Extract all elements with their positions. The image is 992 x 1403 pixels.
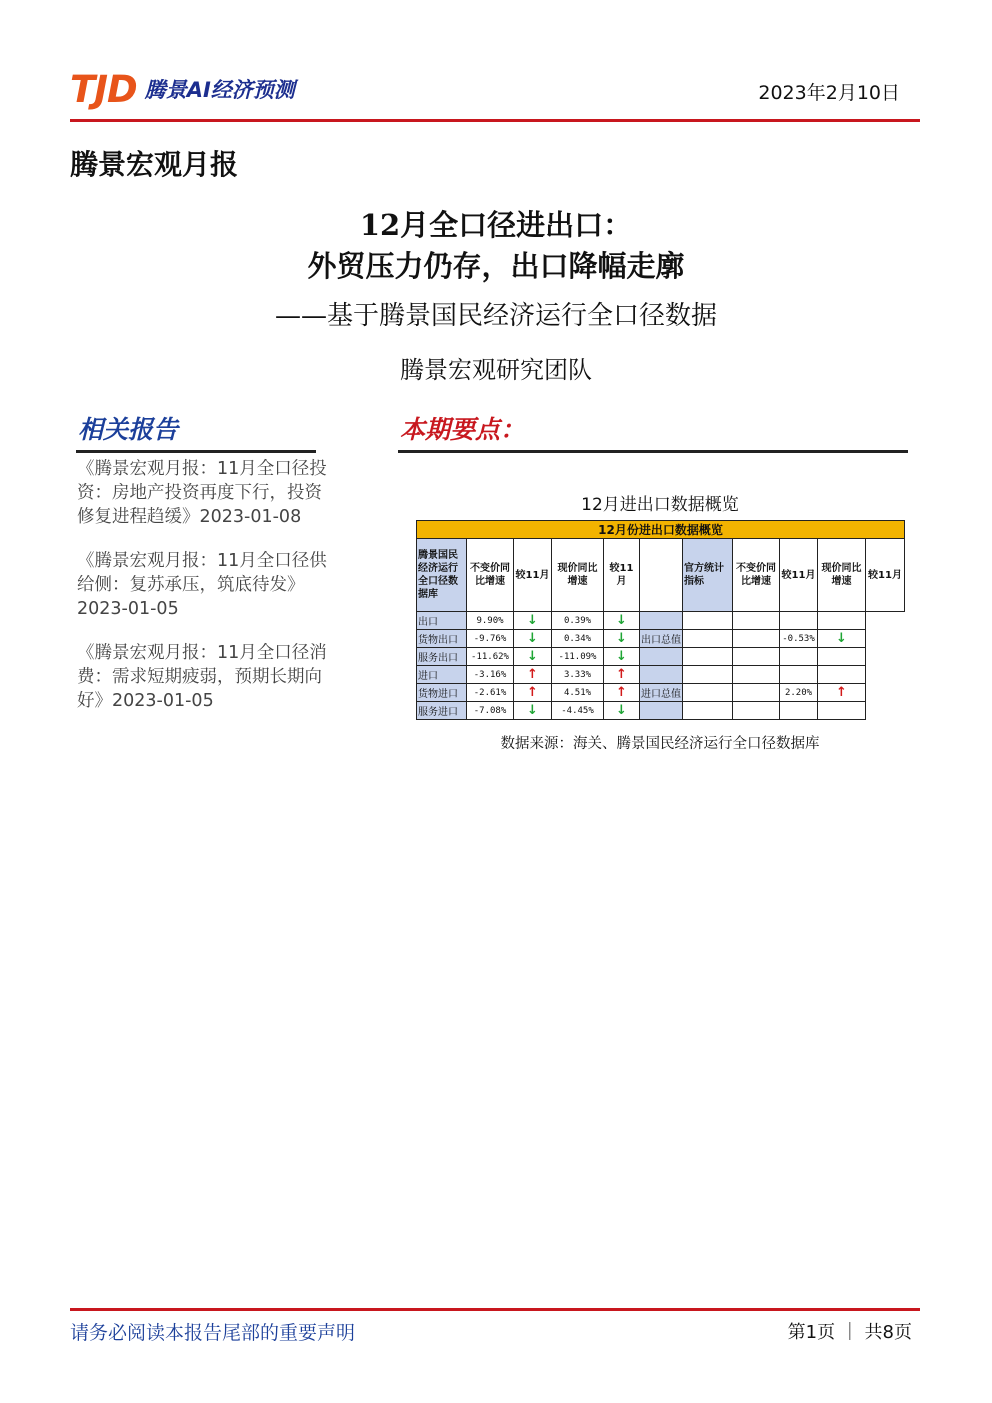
page-header [70,68,920,111]
data-source-note: 数据来源：海关、腾景国民经济运行全口径数据库 [500,736,820,752]
official-label [640,648,683,666]
row-label: 货物出口 [417,630,467,648]
related-divider [76,450,316,453]
official-empty-cell [780,612,818,630]
related-reports-list [77,457,327,733]
col-header: 不变价同比增速 [733,539,780,612]
related-report-item[interactable]: 《腾景宏观月报：11月全口径消费：需求短期疲弱，预期长期向好》2023-01-05 [77,643,327,711]
arrow-down-icon: ↓ [604,648,640,666]
official-empty-cell [733,648,780,666]
arrow-down-icon: ↓ [514,702,552,720]
table-row [417,666,905,684]
official-empty-cell [818,648,866,666]
trade-data-table [416,520,905,720]
key-points-heading: 本期要点： [400,415,526,444]
footer-divider [70,1308,920,1311]
related-report-item[interactable]: 《腾景宏观月报：11月全口径供给侧：复苏承压，筑底待发》2023-01-05 [77,551,327,619]
official-label [640,702,683,720]
official-current: -0.53% [780,630,818,648]
arrow-up-icon: ↑ [818,684,866,702]
col-header: 较11月 [514,539,552,612]
arrow-down-icon: ↓ [514,648,552,666]
arrow-down-icon: ↓ [818,630,866,648]
disclaimer-text[interactable]: 请务必阅读本报告尾部的重要声明 [70,1322,356,1344]
col-header: 较11月 [780,539,818,612]
current-growth: 0.34% [552,630,604,648]
arrow-down-icon: ↓ [514,612,552,630]
col-header: 腾景国民经济运行全口径数据库 [417,539,467,612]
row-label: 进口 [417,666,467,684]
company-logo [70,68,295,111]
col-header: 不变价同比增速 [467,539,514,612]
arrow-up-icon: ↑ [604,666,640,684]
current-growth: 0.39% [552,612,604,630]
logo-mark: TJD [70,68,137,111]
arrow-down-icon: ↓ [604,612,640,630]
row-label: 服务出口 [417,648,467,666]
official-empty-cell [780,666,818,684]
const-growth: -11.62% [467,648,514,666]
related-reports-heading: 相关报告 [78,415,179,444]
arrow-up-icon: ↑ [514,666,552,684]
col-header: 现价同比增速 [818,539,866,612]
current-growth: 3.33% [552,666,604,684]
const-growth: -3.16% [467,666,514,684]
col-header: 现价同比增速 [552,539,604,612]
official-const [683,684,733,702]
report-subtitle: ——基于腾景国民经济运行全口径数据 [274,301,717,331]
current-growth: -11.09% [552,648,604,666]
official-empty-cell [818,666,866,684]
const-growth: -7.08% [467,702,514,720]
official-current: 2.20% [780,684,818,702]
logo-text: 腾景AI经济预测 [144,78,295,102]
report-title-line2: 外贸压力仍存，出口降幅走廓 [307,249,685,283]
official-empty-cell [818,612,866,630]
official-empty-cell [818,702,866,720]
table-spacer [640,539,683,612]
table-row [417,684,905,702]
official-const-change [733,684,780,702]
official-const [683,630,733,648]
table-row [417,648,905,666]
row-label: 货物进口 [417,684,467,702]
official-empty-cell [733,612,780,630]
official-empty-cell [683,612,733,630]
arrow-down-icon: ↓ [514,630,552,648]
col-header: 较11月 [866,539,905,612]
const-growth: -9.76% [467,630,514,648]
table-banner: 12月份进出口数据概览 [417,521,905,539]
official-label [640,666,683,684]
arrow-down-icon: ↓ [604,702,640,720]
official-empty-cell [683,666,733,684]
current-growth: 4.51% [552,684,604,702]
official-label [640,612,683,630]
arrow-up-icon: ↑ [604,684,640,702]
official-empty-cell [683,648,733,666]
table-row [417,612,905,630]
related-report-item[interactable]: 《腾景宏观月报：11月全口径投资：房地产投资再度下行，投资修复进程趋缓》2023-01-08 [77,459,327,527]
current-growth: -4.45% [552,702,604,720]
col-header: 较11月 [604,539,640,612]
key-points-divider [398,450,908,453]
row-label: 出口 [417,612,467,630]
col-header: 官方统计指标 [683,539,733,612]
official-empty-cell [733,702,780,720]
arrow-down-icon: ↓ [604,630,640,648]
const-growth: 9.90% [467,612,514,630]
report-date: 2023年2月10日 [758,82,900,104]
official-label: 进口总值 [640,684,683,702]
report-author: 腾景宏观研究团队 [400,356,592,384]
page-indicator: 第1页 ｜ 共8页 [787,1322,912,1343]
official-empty-cell [780,702,818,720]
official-empty-cell [780,648,818,666]
official-const-change [733,630,780,648]
table-title: 12月进出口数据概览 [581,495,739,515]
official-empty-cell [733,666,780,684]
table-row [417,702,905,720]
series-title: 腾景宏观月报 [70,148,239,181]
official-label: 出口总值 [640,630,683,648]
row-label: 服务进口 [417,702,467,720]
table-row [417,630,905,648]
header-divider [70,119,920,122]
official-empty-cell [683,702,733,720]
report-title-line1: 12月全口径进出口： [359,208,633,242]
arrow-up-icon: ↑ [514,684,552,702]
const-growth: -2.61% [467,684,514,702]
